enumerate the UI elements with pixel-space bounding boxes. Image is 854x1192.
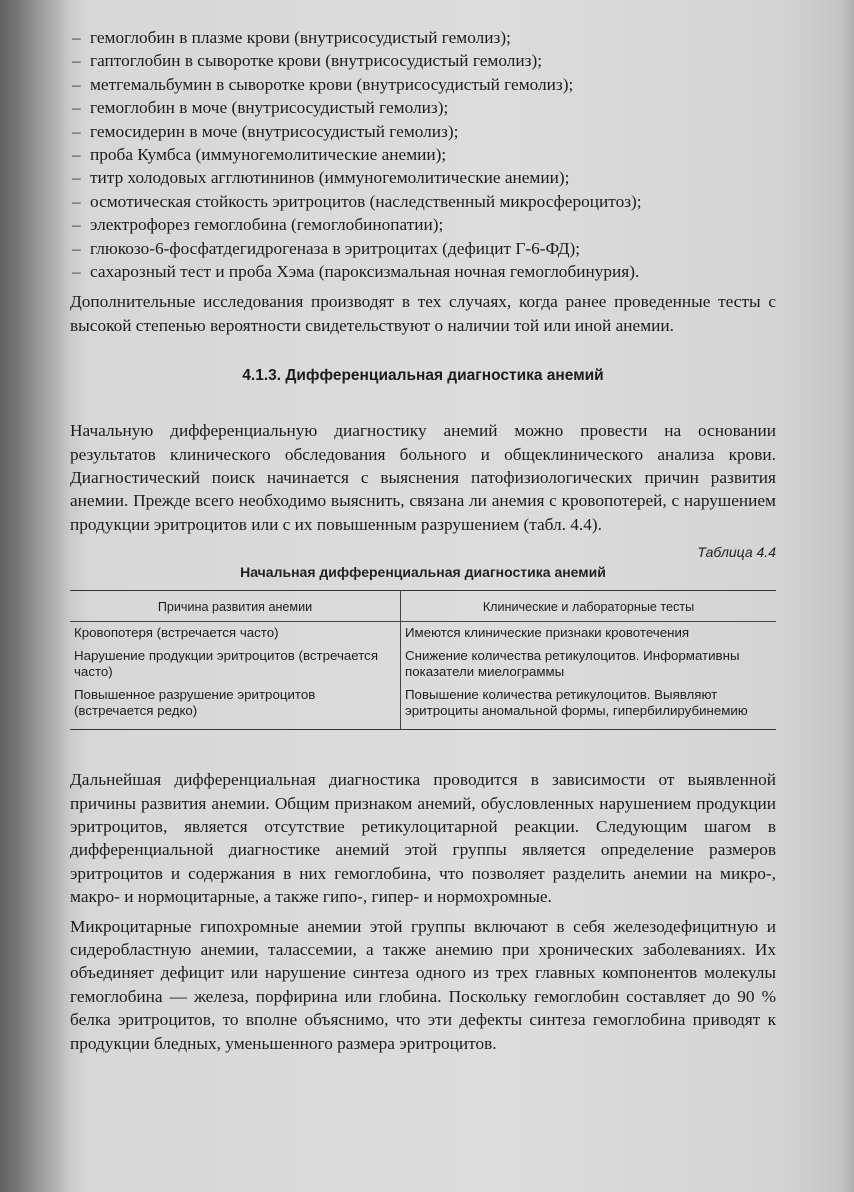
paragraph-further: Дальнейшая дифференциальная диагностика проводится в зависимости от выявленной причины развития анемии. Общим признаком анемий, обусловленных нарушением продукции эритроцитов, является отсутствие ретикулоцитарной реакции. Следующим шагом в дифференциальной диагностике анемий этой группы является определение размеров эритроцитов и содержания в них гемоглобина, что позволяет разделить анемии на микро-, макро- и нормоцитарные, а также гипо-, гипер- и нормохромные. [70,770,776,907]
list-item: – проба Кумбса (иммуногемолитические анемии); [90,143,776,166]
list-item: – глюкозо-6-фосфатдегидрогеназа в эритроцитах (дефицит Г-6-ФД); [90,237,776,260]
list-item: – электрофорез гемоглобина (гемоглобинопатии); [90,213,776,236]
list-item: – титр холодовых агглютининов (иммуногемолитические анемии); [90,166,776,189]
paragraph-microcytic: Микроцитарные гипохромные анемии этой группы включают в себя железодефицитную и сидеробластную анемии, талассемии, а также анемию при хронических заболеваниях. Их объединяет дефицит или нарушение синтеза одного из трех главных компонентов молекулы гемоглобина — железа, порфирина или глобина. Поскольку гемоглобин составляет до 90 % белка эритроцитов, то вполне объяснимо, что эти дефекты синтеза гемоглобина приводят к продукции бледных, уменьшенного размера эритроцитов. [70,916,776,1053]
table-row [70,645,776,684]
table-header-tests: Клинические и лабораторные тесты [401,591,777,622]
table-header-cause: Причина развития анемии [70,591,401,622]
diagnosis-table [70,590,776,730]
test-list [70,26,776,283]
list-item: – гаптоглобин в сыворотке крови (внутрисосудистый гемолиз); [90,49,776,72]
list-item: – осмотическая стойкость эритроцитов (наследственный микросфероцитоз); [90,190,776,213]
list-item: – гемоглобин в плазме крови (внутрисосудистый гемолиз); [90,26,776,49]
paragraph-additional: Дополнительные исследования производят в тех случаях, когда ранее проведенные тесты с высокой степенью вероятности свидетельствуют о наличии той или иной анемии. [70,292,776,335]
table-cell: Снижение количества ретикулоцитов. Информативны показатели миелограммы [405,648,740,680]
list-item: – метгемальбумин в сыворотке крови (внутрисосудистый гемолиз); [90,73,776,96]
table-row [70,622,776,646]
table-cell: Повышение количества ретикулоцитов. Выявляют эритроциты аномальной формы, гипербилирубинемию [401,684,777,730]
section-heading: 4.1.3. Дифференциальная диагностика анемий [242,367,604,385]
table-title: Начальная дифференциальная диагностика анемий [240,564,606,581]
table-cell: Кровопотеря (встречается часто) [70,622,401,646]
table-cell: Имеются клинические признаки кровотечения [405,625,690,641]
binding-shadow [0,0,70,1192]
list-item: – сахарозный тест и проба Хэма (пароксизмальная ночная гемоглобинурия). [90,260,776,283]
text-column [70,26,776,1055]
list-item: – гемосидерин в моче (внутрисосудистый гемолиз); [90,120,776,143]
table-label: Таблица 4.4 [697,544,776,561]
table-cell: Нарушение продукции эритроцитов (встречается часто) [70,645,401,684]
table-row [70,684,776,730]
paragraph-intro: Начальную дифференциальную диагностику анемий можно провести на основании результатов клинического обследования больного и общеклинического анализа крови. Диагностический поиск начинается с выяснения патофизиологических причин развития анемии. Прежде всего необходимо выяснить, связана ли анемия с кровопотерей, с нарушением продукции эритроцитов или с их повышенным разрушением (табл. 4.4). [70,421,776,534]
list-item: – гемоглобин в моче (внутрисосудистый гемолиз); [90,96,776,119]
table-cell: Повышенное разрушение эритроцитов (встречается редко) [70,684,401,730]
